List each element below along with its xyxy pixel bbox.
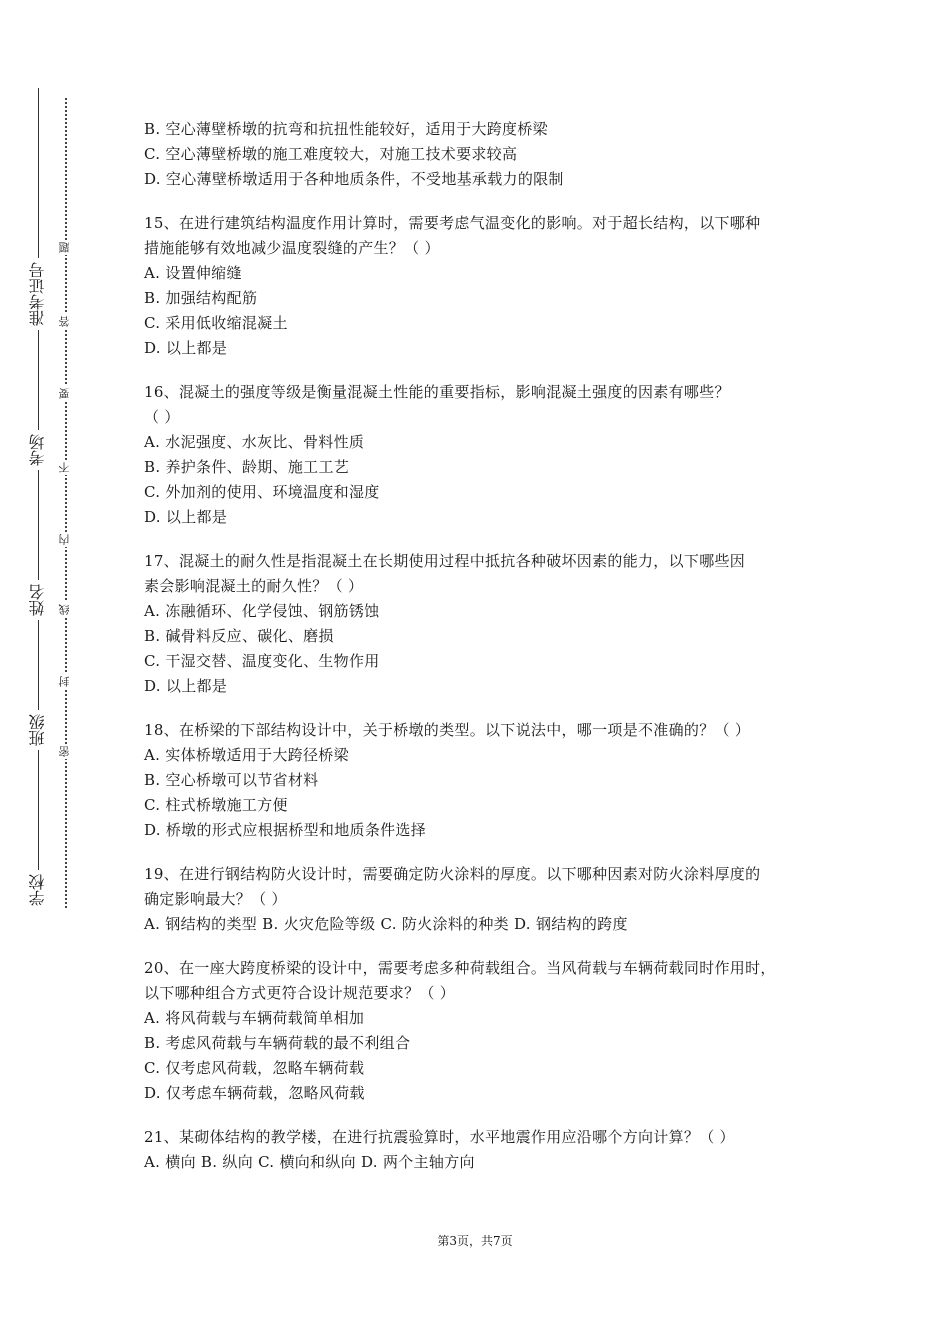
q18-stem: 18、在桥梁的下部结构设计中，关于桥墩的类型。以下说法中，哪一项是不准确的？（ ） [144, 721, 751, 739]
question-content [144, 117, 824, 1175]
q15-stem: 15、在进行建筑结构温度作用计算时，需要考虑气温变化的影响。对于超长结构，以下哪种 [144, 214, 761, 232]
q16-stem-cont: （ ） [144, 408, 180, 426]
q18-option-d: D. 桥墩的形式应根据桥型和地质条件选择 [144, 821, 427, 839]
seal-char: 题 [57, 240, 75, 255]
q15-option-c: C. 采用低收缩混凝土 [144, 314, 288, 332]
q19-stem: 19、在进行钢结构防火设计时，需要确定防火涂料的厚度。以下哪种因素对防火涂料厚度的 [144, 865, 761, 883]
q20-option-b: B. 考虑风荷载与车辆荷载的最不利组合 [144, 1034, 411, 1052]
q16-option-c: C. 外加剂的使用、环境温度和湿度 [144, 483, 380, 501]
exam-room-label: 考场 [21, 430, 55, 470]
q20-stem-cont: 以下哪种组合方式更符合设计规范要求？（ ） [144, 984, 456, 1002]
q21-stem: 21、某砌体结构的教学楼，在进行抗震验算时，水平地震作用应沿哪个方向计算？（ ） [144, 1128, 735, 1146]
seal-char: 线 [57, 602, 75, 617]
q20-stem: 20、在一座大跨度桥梁的设计中，需要考虑多种荷载组合。当风荷载与车辆荷载同时作用时， [144, 959, 776, 977]
binding-solid-line [38, 88, 39, 908]
q14-option-d: D. 空心薄壁桥墩适用于各种地质条件，不受地基承载力的限制 [144, 170, 564, 188]
q17-option-b: B. 碱骨料反应、碳化、磨损 [144, 627, 334, 645]
q15-stem-cont: 措施能够有效地减少温度裂缝的产生？（ ） [144, 239, 440, 257]
class-label: 班级 [21, 710, 55, 750]
student-name-label: 姓名 [21, 580, 55, 620]
q17-stem: 17、混凝土的耐久性是指混凝土在长期使用过程中抵抗各种破坏因素的能力，以下哪些因 [144, 552, 746, 570]
q20-option-c: C. 仅考虑风荷载，忽略车辆荷载 [144, 1059, 365, 1077]
q21-options: A. 横向 B. 纵向 C. 横向和纵向 D. 两个主轴方向 [144, 1153, 475, 1171]
q16-stem: 16、混凝土的强度等级是衡量混凝土性能的重要指标，影响混凝土强度的因素有哪些？ [144, 383, 730, 401]
q19-options: A. 钢结构的类型 B. 火灾危险等级 C. 防火涂料的种类 D. 钢结构的跨度 [144, 915, 628, 933]
exam-id-label: 准考证号 [21, 258, 55, 330]
seal-char: 封 [57, 674, 75, 689]
q18-option-c: C. 柱式桥墩施工方便 [144, 796, 288, 814]
q20-option-a: A. 将风荷载与车辆荷载简单相加 [144, 1009, 365, 1027]
q14-option-c: C. 空心薄壁桥墩的施工难度较大，对施工技术要求较高 [144, 145, 518, 163]
binding-margin [18, 80, 78, 910]
q14-option-b: B. 空心薄壁桥墩的抗弯和抗扭性能较好，适用于大跨度桥梁 [144, 120, 548, 138]
q20-option-d: D. 仅考虑车辆荷载，忽略风荷载 [144, 1084, 365, 1102]
seal-char: 答 [57, 314, 75, 329]
q18-option-b: B. 空心桥墩可以节省材料 [144, 771, 319, 789]
seal-char: 密 [57, 744, 75, 759]
seal-char: 不 [57, 460, 75, 475]
q16-option-d: D. 以上都是 [144, 508, 228, 526]
binding-dotted-line [65, 98, 67, 908]
q16-option-b: B. 养护条件、龄期、施工工艺 [144, 458, 350, 476]
page-footer: 第3页，共7页 [437, 1234, 513, 1248]
seal-char: 内 [57, 532, 75, 547]
q17-option-c: C. 干湿交替、温度变化、生物作用 [144, 652, 380, 670]
q16-option-a: A. 水泥强度、水灰比、骨料性质 [144, 433, 365, 451]
q19-stem-cont: 确定影响最大？（ ） [144, 890, 287, 908]
q15-option-a: A. 设置伸缩缝 [144, 264, 242, 282]
q17-option-a: A. 冻融循环、化学侵蚀、钢筋锈蚀 [144, 602, 380, 620]
school-label: 学校 [21, 870, 55, 910]
q18-option-a: A. 实体桥墩适用于大跨径桥梁 [144, 746, 349, 764]
seal-char: 要 [57, 386, 75, 401]
q15-option-b: B. 加强结构配筋 [144, 289, 258, 307]
q17-option-d: D. 以上都是 [144, 677, 228, 695]
q15-option-d: D. 以上都是 [144, 339, 228, 357]
q17-stem-cont: 素会影响混凝土的耐久性？（ ） [144, 577, 364, 595]
